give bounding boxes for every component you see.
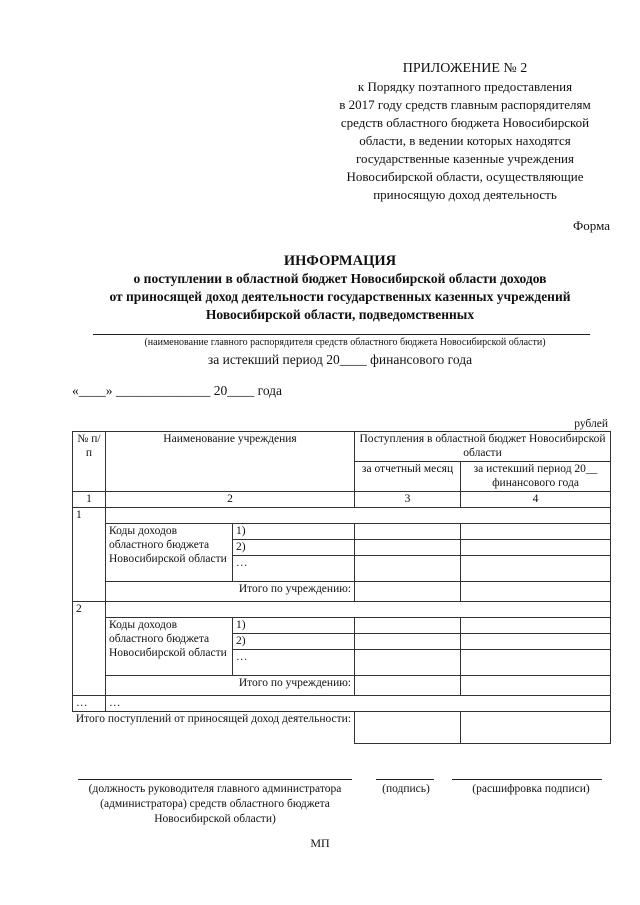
period-total-cell[interactable]	[461, 676, 611, 696]
code-cell[interactable]: 2)	[233, 634, 355, 650]
distributor-name-line[interactable]	[93, 334, 590, 335]
receipts-table	[72, 431, 611, 744]
date-line: «____» ______________ 20____ года	[72, 383, 283, 398]
month-value-cell[interactable]	[355, 556, 461, 582]
institution-name-cell[interactable]	[106, 508, 611, 524]
block-num: 2	[73, 602, 106, 696]
heading-line: Новосибирской области, подведомственных	[205, 307, 475, 322]
position-caption: (должность руководителя главного администратора (администратора) средств областного бюджета Новосибирской области)	[88, 783, 342, 825]
stamp-place: МП	[310, 836, 330, 850]
period-value-cell[interactable]	[461, 540, 611, 556]
institution-name-cell[interactable]	[106, 602, 611, 618]
appendix-line: средств областного бюджета Новосибирской	[340, 115, 590, 130]
month-value-cell[interactable]	[355, 524, 461, 540]
grand-total-period-cell[interactable]	[461, 712, 611, 744]
header-month: за отчетный месяц	[355, 462, 461, 492]
month-value-cell[interactable]	[355, 618, 461, 634]
ellipsis-num: …	[73, 696, 106, 712]
period-line: за истекший период 20____ финансового года	[207, 352, 473, 367]
codes-label: Коды доходов областного бюджета Новосибирской области	[106, 618, 233, 676]
month-value-cell[interactable]	[355, 540, 461, 556]
period-value-cell[interactable]	[461, 524, 611, 540]
codes-label: Коды доходов областного бюджета Новосибирской области	[106, 524, 233, 582]
col-number: 1	[73, 492, 106, 508]
appendix-line: приносящую доход деятельность	[373, 187, 557, 202]
code-cell[interactable]: …	[233, 556, 355, 582]
month-value-cell[interactable]	[355, 634, 461, 650]
document-heading	[60, 252, 620, 324]
decode-caption: (расшифровка подписи)	[472, 783, 590, 795]
block-num: 1	[73, 508, 106, 602]
period-total-cell[interactable]	[461, 582, 611, 602]
month-total-cell[interactable]	[355, 676, 461, 696]
header-name: Наименование учреждения	[106, 432, 355, 492]
month-total-cell[interactable]	[355, 582, 461, 602]
appendix-line: к Порядку поэтапного предоставления	[357, 79, 573, 94]
header-receipts: Поступления в областной бюджет Новосибирской области	[355, 432, 611, 462]
signature-line[interactable]	[376, 779, 434, 780]
form-label: Форма	[573, 218, 610, 233]
code-cell[interactable]: 2)	[233, 540, 355, 556]
col-number: 4	[461, 492, 611, 508]
grand-total-label: Итого поступлений от приносящей доход деятельности:	[73, 712, 355, 744]
grand-total-month-cell[interactable]	[355, 712, 461, 744]
period-value-cell[interactable]	[461, 618, 611, 634]
signature-caption: (подпись)	[382, 783, 430, 795]
institution-total-label: Итого по учреждению:	[106, 676, 355, 696]
month-value-cell[interactable]	[355, 650, 461, 676]
code-cell[interactable]: …	[233, 650, 355, 676]
heading-line: от приносящей доход деятельности государственных казенных учреждений	[109, 289, 571, 304]
ellipsis-name: …	[106, 696, 611, 712]
code-cell[interactable]: 1)	[233, 524, 355, 540]
heading-line: о поступлении в областной бюджет Новосибирской области доходов	[133, 271, 547, 286]
position-line[interactable]	[78, 779, 352, 780]
code-cell[interactable]: 1)	[233, 618, 355, 634]
decode-line[interactable]	[452, 779, 602, 780]
col-number: 2	[106, 492, 355, 508]
appendix-line: Новосибирской области, осуществляющие	[346, 169, 584, 184]
period-value-cell[interactable]	[461, 650, 611, 676]
header-num: № п/п	[73, 432, 106, 492]
heading-title: ИНФОРМАЦИЯ	[283, 253, 397, 269]
appendix-line: государственные казенные учреждения	[356, 151, 574, 166]
appendix-line: в 2017 году средств главным распорядителям	[339, 97, 591, 112]
col-number: 3	[355, 492, 461, 508]
appendix-line: области, в ведении которых находятся	[359, 133, 571, 148]
institution-total-label: Итого по учреждению:	[106, 582, 355, 602]
currency-label: рублей	[574, 418, 608, 430]
period-value-cell[interactable]	[461, 556, 611, 582]
appendix-title: ПРИЛОЖЕНИЕ № 2	[402, 61, 528, 76]
header-period: за истекший период 20__ финансового года	[461, 462, 611, 492]
appendix-block	[300, 60, 630, 204]
distributor-caption: (наименование главного распорядителя средств областного бюджета Новосибирской области)	[144, 337, 546, 348]
period-value-cell[interactable]	[461, 634, 611, 650]
